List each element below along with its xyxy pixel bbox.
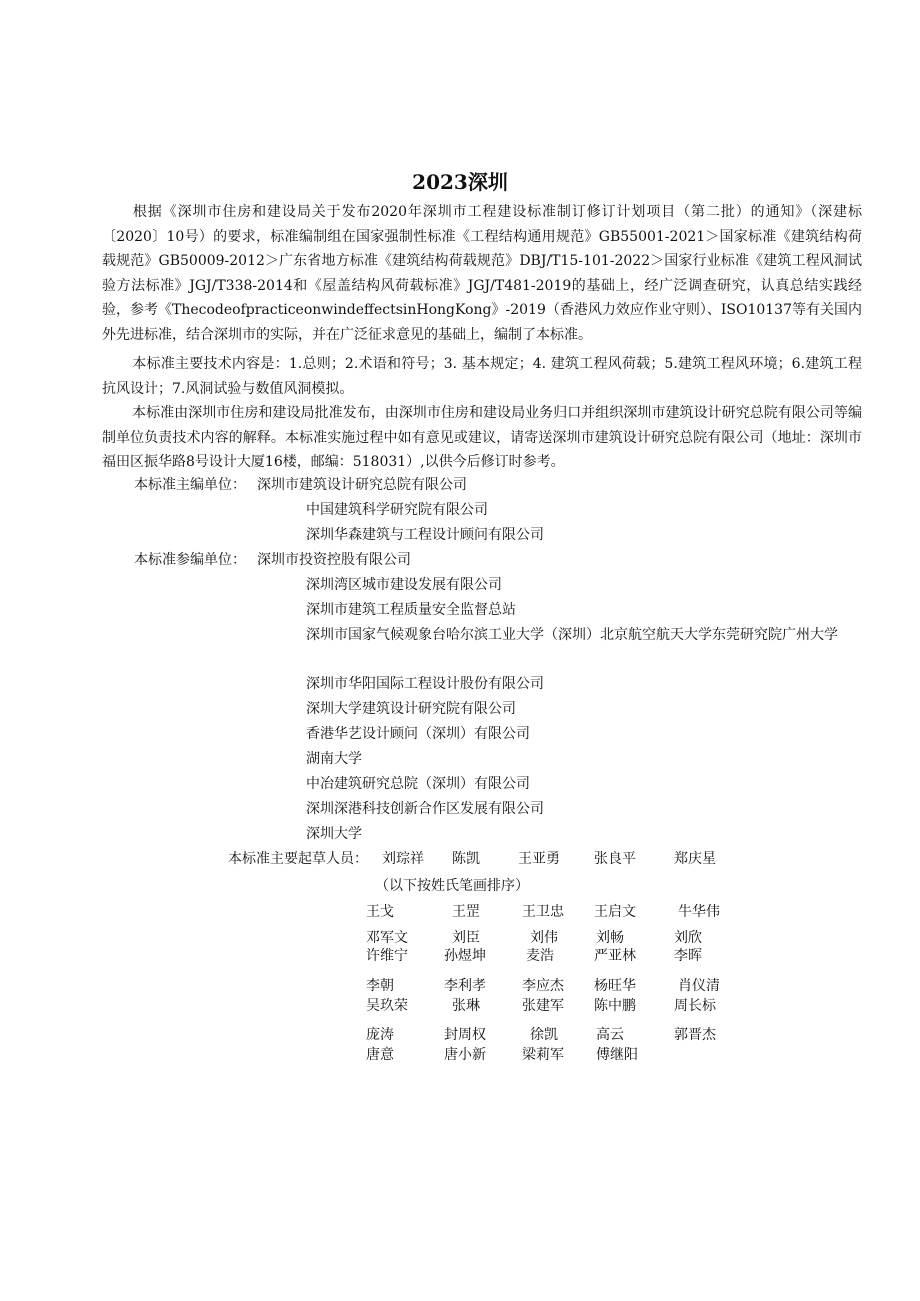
drafter-name: 郭晋杰 <box>674 1027 716 1043</box>
drafter-name: 陈中鹏 <box>594 998 636 1014</box>
drafter-name: 王罡 <box>452 904 480 920</box>
participating-unit: 深圳市投资控股有限公司 <box>257 552 411 568</box>
drafter-name: 高云 <box>596 1027 624 1043</box>
drafter-name: 邓军文 <box>366 930 408 946</box>
drafter-name: 刘琮祥 <box>382 851 424 867</box>
intro-paragraph-text: 根据《深圳市住房和建设局关于发布2020年深圳市工程建设标准制订修订计划项目（第二批）的通知》（深建标〔2020〕10号）的要求，标准编制组在国家强制性标准《工程结构通用规范》GB55001-2021＞国家标准《建筑结构荷载规范》GB50009-2012＞广东省地方标准《建筑结构荷载规范》DBJ/T15-101-2022＞国家行业标准《建筑工程风洞试验方法标准》JGJ/T338-2014和《屋盖结构风荷载标准》JGJ/T481-2019的基础上，经广泛调查研究，认真总结实践经验，参考《ThecodeofpracticeonwindeffectsinHongKong》-2019（香港风力效应作业守则）、ISO10137等有关国内外先进标准，结合深圳市的实际，并在广泛征求意见的基础上，编制了本标准。 <box>102 204 862 343</box>
participating-unit: 中冶建筑研究总院（深圳）有限公司 <box>306 776 530 792</box>
participating-unit: 深圳市华阳国际工程设计股份有限公司 <box>306 676 544 692</box>
drafter-name: 庞涛 <box>366 1027 394 1043</box>
drafter-name: 张建军 <box>522 998 564 1014</box>
drafter-name: 张琳 <box>452 998 480 1014</box>
page-title: 2023深圳 <box>412 170 508 194</box>
participating-unit: 深圳大学 <box>306 826 362 842</box>
participating-units-label: 本标准参编单位： <box>134 552 246 568</box>
drafter-name: 牛华伟 <box>678 904 720 920</box>
drafter-name: 郑庆星 <box>674 851 716 867</box>
participating-unit: 深圳市国家气候观象台哈尔滨工业大学（深圳）北京航空航天大学东莞研究院广州大学 <box>306 627 838 643</box>
participating-unit: 深圳市建筑工程质量安全监督总站 <box>306 602 516 618</box>
drafter-name: 李利孝 <box>444 978 486 994</box>
drafter-name: 王启文 <box>594 904 636 920</box>
drafter-name: 肖仪清 <box>678 978 720 994</box>
drafter-name: 孙煜坤 <box>444 948 486 964</box>
drafter-name: 梁莉军 <box>522 1047 564 1063</box>
drafter-name: 傅继阳 <box>596 1047 638 1063</box>
order-note: （以下按姓氏笔画排序） <box>375 878 529 894</box>
chief-units-label: 本标准主编单位： <box>134 477 246 493</box>
drafter-name: 吴玖荣 <box>366 998 408 1014</box>
drafter-name: 唐意 <box>366 1047 394 1063</box>
drafter-name: 徐凯 <box>530 1027 558 1043</box>
drafter-name: 封周权 <box>444 1027 486 1043</box>
drafter-name: 陈凯 <box>452 851 480 867</box>
contents-paragraph <box>102 352 862 401</box>
drafter-name: 周长标 <box>674 998 716 1014</box>
chief-unit: 中国建筑科学研究院有限公司 <box>306 502 488 518</box>
drafter-name: 刘欣 <box>674 930 702 946</box>
drafter-name: 王亚勇 <box>518 851 560 867</box>
chief-unit: 深圳市建筑设计研究总院有限公司 <box>257 477 467 493</box>
drafters-label: 本标准主要起草人员： <box>228 851 368 867</box>
drafter-name: 李朝 <box>366 978 394 994</box>
drafter-name: 李晖 <box>674 948 702 964</box>
intro-paragraph <box>102 200 862 348</box>
drafter-name: 王戈 <box>366 904 394 920</box>
chief-unit: 深圳华森建筑与工程设计顾问有限公司 <box>306 527 544 543</box>
drafter-name: 杨旺华 <box>594 978 636 994</box>
publication-paragraph <box>102 401 862 475</box>
drafter-name: 张良平 <box>594 851 636 867</box>
participating-unit: 深圳大学建筑设计研究院有限公司 <box>306 701 516 717</box>
participating-unit: 深圳深港科技创新合作区发展有限公司 <box>306 801 544 817</box>
drafter-name: 严亚林 <box>594 948 636 964</box>
drafter-name: 许维宁 <box>366 948 408 964</box>
drafter-name: 刘伟 <box>530 930 558 946</box>
drafter-name: 唐小新 <box>444 1047 486 1063</box>
drafter-name: 刘臣 <box>452 930 480 946</box>
drafter-name: 麦浩 <box>526 948 554 964</box>
drafter-name: 王卫忠 <box>522 904 564 920</box>
participating-unit: 深圳湾区城市建设发展有限公司 <box>306 577 502 593</box>
drafter-name: 李应杰 <box>522 978 564 994</box>
participating-unit: 香港华艺设计顾问（深圳）有限公司 <box>306 726 530 742</box>
publication-paragraph-text: 本标准由深圳市住房和建设局批准发布，由深圳市住房和建设局业务归口并组织深圳市建筑设计研究总院有限公司等编制单位负责技术内容的解释。本标准实施过程中如有意见或建议，请寄送深圳市建筑设计研究总院有限公司（地址：深圳市福田区振华路8号设计大厦16楼，邮编：518031）,以供今后修订时参考。 <box>102 405 862 471</box>
contents-paragraph-text: 本标准主要技术内容是：1.总则；2.术语和符号；3. 基本规定；4. 建筑工程风荷载；5.建筑工程风环境；6.建筑工程抗风设计；7.风洞试验与数值风洞模拟。 <box>102 356 862 397</box>
drafter-name: 刘畅 <box>596 930 624 946</box>
participating-unit: 湖南大学 <box>306 751 362 767</box>
